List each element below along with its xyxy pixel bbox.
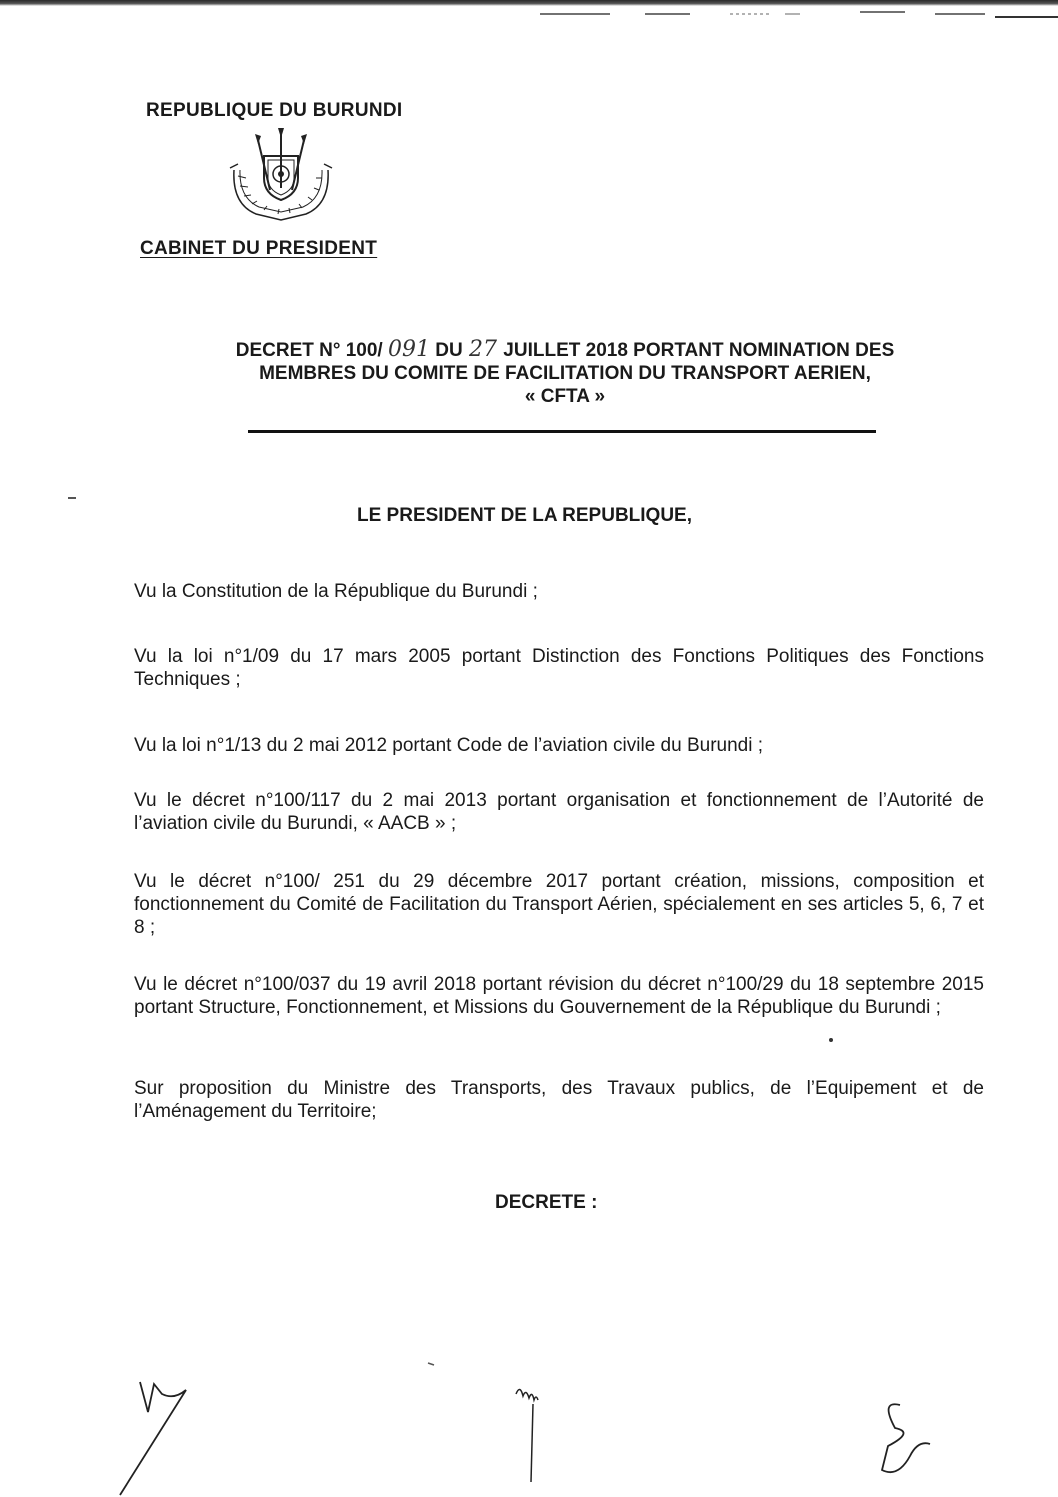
consideration-paragraph: Vu le décret n°100/117 du 2 mai 2013 portant organisation et fonctionnement de l’Autorité de l’aviation civile du Burundi, « AACB » ; (134, 790, 984, 834)
scan-speck (829, 1038, 833, 1042)
decree-title-line-3: « CFTA » (524, 386, 606, 407)
title-divider (248, 430, 876, 433)
scan-artifacts (0, 0, 1058, 40)
decree-du: DU (435, 340, 463, 361)
president-heading: LE PRESIDENT DE LA REPUBLIQUE, (357, 505, 692, 526)
decree-day-handwritten: 27 (469, 337, 498, 362)
consideration-paragraph: Vu le décret n°100/037 du 19 avril 2018 portant révision du décret n°100/29 du 18 septembre 2015 portant Structure, Fonctionnement, et Missions du Gouvernement de la République du Burundi ; (134, 974, 984, 1018)
cabinet-heading: CABINET DU PRESIDENT (140, 238, 378, 259)
burundi-coat-of-arms-seal (226, 128, 336, 228)
decree-number-handwritten: 091 (388, 337, 430, 362)
country-heading: REPUBLIQUE DU BURUNDI (146, 100, 403, 121)
decrete-label: DECRETE : (495, 1192, 598, 1213)
decree-number-prefix: DECRET N° 100/ (235, 340, 383, 361)
scan-speck (68, 497, 76, 499)
decree-title (140, 338, 990, 408)
consideration-paragraph: Vu la loi n°1/09 du 17 mars 2005 portant Distinction des Fonctions Politiques des Fonctions Techniques ; (134, 646, 984, 690)
initials-signatures (0, 1360, 1058, 1497)
consideration-paragraph: Vu le décret n°100/ 251 du 29 décembre 2017 portant création, missions, composition et fonctionnement du Comité de Facilitation du Transport Aérien, spécialement en ses articles 5, 6, 7 et 8 ; (134, 871, 984, 938)
decree-title-line-1-rest: JUILLET 2018 PORTANT NOMINATION DES (503, 340, 895, 361)
consideration-paragraph: Vu la loi n°1/13 du 2 mai 2012 portant Code de l’aviation civile du Burundi ; (134, 735, 764, 756)
decree-title-line-1 (140, 338, 990, 362)
consideration-paragraph: Sur proposition du Ministre des Transports, des Travaux publics, de l’Equipement et de l’Aménagement du Territoire; (134, 1078, 984, 1122)
consideration-paragraph: Vu la Constitution de la République du Burundi ; (134, 581, 538, 602)
decree-title-line-2: MEMBRES DU COMITE DE FACILITATION DU TRANSPORT AERIEN, (259, 363, 871, 384)
